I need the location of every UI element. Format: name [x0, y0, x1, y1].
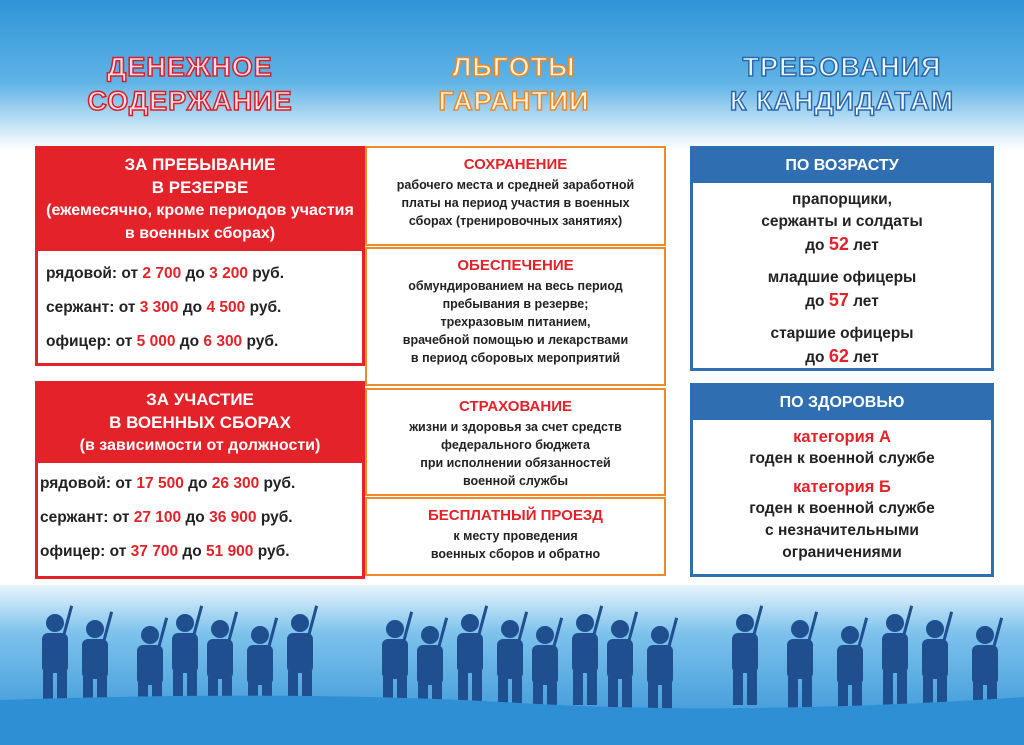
soldier-figure	[82, 611, 113, 711]
benefit-box	[365, 146, 666, 246]
rate-row	[40, 501, 362, 535]
to-word: до	[179, 333, 200, 350]
benefit-text: врачебной помощью и лекарствами	[402, 333, 629, 347]
age-group-name: прапорщики,	[792, 191, 892, 208]
age-limit	[693, 345, 991, 369]
rate-from: 37 700	[130, 543, 179, 560]
rates-list	[38, 251, 362, 359]
to-word: до	[805, 293, 825, 310]
benefit-title: СОХРАНЕНИЕ	[463, 156, 568, 173]
heading-pay	[40, 50, 340, 118]
age-group-name: младшие офицеры	[767, 269, 917, 286]
rate-from: 2 700	[142, 265, 182, 282]
soldier-figure	[572, 605, 603, 705]
benefit-text: трехразовым питанием,	[440, 315, 591, 329]
currency: руб.	[263, 475, 296, 492]
benefit-text: при исполнении обязанностей	[420, 456, 611, 470]
age-limit	[693, 233, 991, 257]
heading-line: ТРЕБОВАНИЯ	[742, 52, 942, 82]
from-word: от	[109, 543, 127, 560]
benefit-text: рабочего места и средней заработной	[396, 178, 635, 192]
box-header: ПО ВОЗРАСТУ	[693, 149, 991, 183]
benefit-text: к месту проведения	[453, 529, 578, 543]
heading-line: СОДЕРЖАНИЕ	[87, 86, 293, 116]
benefit-text: в период сборовых мероприятий	[410, 351, 621, 365]
soldier-figure	[287, 605, 318, 705]
rate-to: 26 300	[211, 475, 260, 492]
category-text: годен к военной службе	[749, 450, 935, 467]
header-title: В ВОЕННЫХ СБОРАХ	[109, 413, 291, 432]
soldier-figure	[837, 617, 868, 717]
to-word: до	[182, 543, 202, 560]
benefit-text: жизни и здоровья за счет средств	[409, 420, 622, 434]
health-category	[693, 476, 991, 564]
rank-label: рядовой:	[46, 265, 118, 282]
rate-from: 3 300	[139, 299, 179, 316]
from-word: от	[115, 475, 133, 492]
rate-from: 17 500	[136, 475, 184, 492]
ground	[0, 696, 1024, 745]
soldier-figure	[607, 611, 638, 711]
to-word: до	[188, 475, 208, 492]
soldiers-silhouette	[0, 585, 1024, 745]
benefit-text: федерального бюджета	[441, 438, 590, 452]
rate-row	[40, 535, 362, 569]
age-group-name: старшие офицеры	[770, 325, 914, 342]
box-header	[38, 149, 362, 251]
rate-row	[40, 467, 362, 501]
category-name: категория А	[793, 428, 891, 446]
rate-from: 27 100	[133, 509, 182, 526]
health-category	[693, 426, 991, 470]
rate-row	[46, 325, 362, 359]
benefit-text: обмундированием на весь период	[408, 279, 623, 293]
category-text: годен к военной службе	[749, 500, 935, 517]
currency: руб.	[257, 543, 290, 560]
currency: руб.	[249, 299, 282, 316]
years-word: лет	[853, 237, 879, 254]
box-header: ПО ЗДОРОВЬЮ	[693, 386, 991, 420]
soldier-figure	[382, 611, 413, 711]
soldier-figure	[172, 605, 203, 705]
header-title: ЗА УЧАСТИЕ	[146, 390, 254, 409]
to-word: до	[185, 265, 205, 282]
to-word: до	[805, 237, 825, 254]
soldier-figure	[647, 617, 678, 717]
soldier-figure	[922, 611, 953, 711]
rate-to: 51 900	[206, 543, 254, 560]
rate-to: 36 900	[209, 509, 257, 526]
age-group	[693, 189, 991, 257]
rank-label: рядовой:	[40, 475, 112, 492]
to-word: до	[182, 299, 203, 316]
soldier-figure	[532, 617, 563, 717]
pay-reserve-box	[35, 146, 365, 366]
benefit-text: платы на период участия в военных	[401, 196, 630, 210]
rate-to: 3 200	[209, 265, 248, 282]
age-requirements-box	[690, 146, 994, 371]
benefit-title: ОБЕСПЕЧЕНИЕ	[457, 257, 574, 274]
benefit-text: сборах (тренировочных занятиях)	[408, 214, 623, 228]
rate-to: 4 500	[206, 299, 246, 316]
header-note: (ежемесячно, кроме периодов участия в военных сборах)	[46, 202, 354, 242]
soldier-figure	[882, 605, 913, 705]
rate-row	[46, 291, 362, 325]
header-title: ЗА ПРЕБЫВАНИЕ	[124, 155, 276, 174]
soldier-figure	[787, 611, 818, 711]
header-note: (в зависимости от должности)	[79, 437, 321, 454]
heading-benefits	[364, 50, 664, 118]
rank-label: офицер:	[40, 543, 106, 560]
heading-line: К КАНДИДАТАМ	[729, 86, 955, 116]
benefit-text: пребывания в резерве;	[442, 297, 589, 311]
header-title: В РЕЗЕРВЕ	[151, 178, 249, 197]
heading-line: ЛЬГОТЫ	[452, 52, 576, 82]
age-group	[693, 267, 991, 313]
rate-to: 6 300	[203, 333, 243, 350]
rank-label: сержант:	[46, 299, 115, 316]
age-max: 62	[828, 346, 849, 366]
age-max: 52	[828, 234, 849, 254]
heading-line: ДЕНЕЖНОЕ	[107, 52, 273, 82]
age-list	[693, 183, 991, 369]
category-text: с незначительными	[765, 522, 919, 539]
rates-list	[38, 463, 362, 569]
currency: руб.	[252, 265, 285, 282]
category-text: ограничениями	[782, 544, 902, 561]
soldier-figure	[732, 605, 763, 705]
currency: руб.	[246, 333, 279, 350]
soldier-figure	[42, 605, 73, 705]
benefit-box	[365, 497, 666, 576]
soldier-figure	[497, 611, 528, 711]
health-list	[693, 420, 991, 564]
from-word: от	[112, 509, 130, 526]
heading-line: ГАРАНТИИ	[438, 86, 590, 116]
benefit-text: военной службы	[462, 474, 569, 488]
age-limit	[693, 289, 991, 313]
age-group-name: сержанты и солдаты	[761, 213, 923, 230]
heading-requirements	[692, 50, 992, 118]
currency: руб.	[260, 509, 293, 526]
rank-label: сержант:	[40, 509, 109, 526]
benefit-box	[365, 388, 666, 496]
age-max: 57	[828, 290, 849, 310]
years-word: лет	[853, 349, 879, 366]
box-header	[38, 384, 362, 463]
years-word: лет	[853, 293, 879, 310]
from-word: от	[115, 333, 133, 350]
benefit-title: БЕСПЛАТНЫЙ ПРОЕЗД	[428, 507, 603, 524]
category-name: категория Б	[793, 478, 891, 496]
to-word: до	[805, 349, 825, 366]
from-word: от	[121, 265, 139, 282]
soldier-figure	[457, 605, 488, 705]
benefit-text: военных сборов и обратно	[430, 547, 601, 561]
from-word: от	[118, 299, 136, 316]
benefit-box	[365, 247, 666, 386]
to-word: до	[185, 509, 205, 526]
health-requirements-box	[690, 383, 994, 577]
rate-from: 5 000	[136, 333, 176, 350]
age-group	[693, 323, 991, 369]
rank-label: офицер:	[46, 333, 116, 350]
pay-training-box	[35, 381, 365, 579]
benefit-title: СТРАХОВАНИЕ	[459, 398, 572, 415]
rate-row	[46, 257, 362, 291]
